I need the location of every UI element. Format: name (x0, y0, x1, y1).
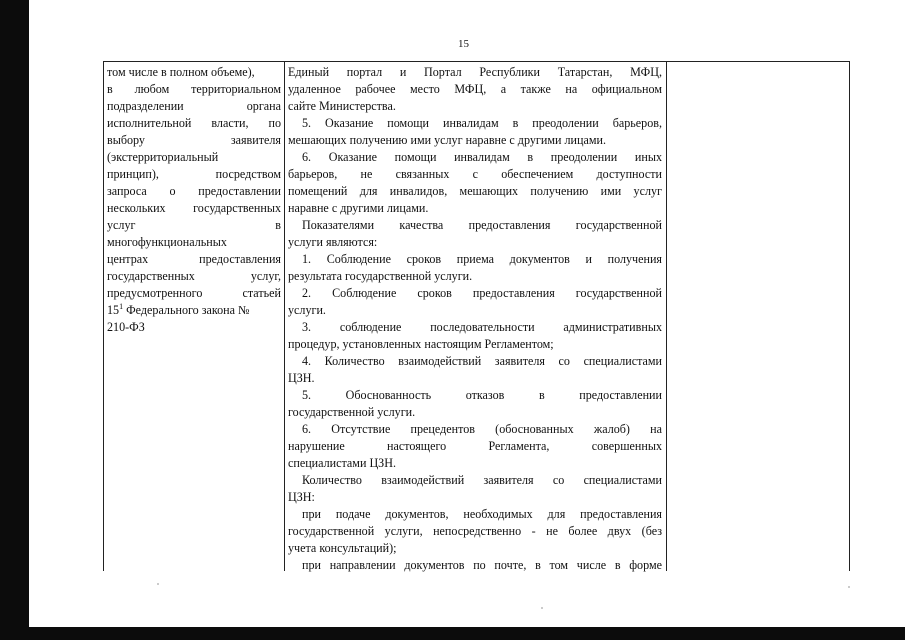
column1-line: том числе в полном объеме), (107, 65, 255, 79)
column2-line: ЦЗН: (288, 490, 315, 504)
column1-line: услуг в (107, 218, 281, 232)
column2-line: государственной услуги, непосредственно - не более двух (без (288, 524, 662, 538)
law-number: 210-ФЗ (107, 320, 145, 334)
column2-line: удаленное рабочее место МФЦ, а также на официальном (288, 82, 662, 96)
scan-border-bottom (0, 627, 905, 640)
table-column-2 (288, 64, 662, 574)
scan-speck (848, 586, 850, 588)
column2-line: наравне с другими лицами. (288, 201, 429, 215)
column2-line: 4. Количество взаимодействий заявителя со специалистами (302, 354, 662, 368)
column2-line: 6. Оказание помощи инвалидам в преодолении иных (302, 150, 662, 164)
column2-line: процедур, установленных настоящим Регламентом; (288, 337, 554, 351)
scan-speck (541, 607, 543, 609)
column2-line: 2. Соблюдение сроков предоставления государственной (302, 286, 662, 300)
column2-line: помещений для инвалидов, мешающих получению ими услуг (288, 184, 662, 198)
scan-speck (157, 583, 159, 585)
table-top-border (103, 61, 849, 62)
column2-line: 6. Отсутствие прецедентов (обоснованных жалоб) на (302, 422, 662, 436)
column2-line: услуги являются: (288, 235, 378, 249)
table-border-left (103, 61, 104, 571)
column2-line: 1. Соблюдение сроков приема документов и получения (302, 252, 662, 266)
column1-line: запроса о предоставлении (107, 184, 281, 198)
column2-line: нарушение настоящего Регламента, совершенных (288, 439, 662, 453)
column2-line: ЦЗН. (288, 371, 315, 385)
scan-border-left (0, 0, 29, 640)
column1-line: государственных услуг, (107, 269, 281, 283)
law-article: 15 (107, 303, 120, 317)
column2-line: Количество взаимодействий заявителя со специалистами (302, 473, 662, 487)
law-name: Федерального закона № (123, 303, 250, 317)
column1-line: выбору заявителя (107, 133, 281, 147)
column2-line: сайте Министерства. (288, 99, 396, 113)
column1-line: (экстерриториальный (107, 150, 219, 164)
column1-line: подразделении органа (107, 99, 281, 113)
column2-line: результата государственной услуги. (288, 269, 473, 283)
column2-line: 5. Оказание помощи инвалидам в преодолении барьеров, (302, 116, 662, 130)
column2-line: услуги. (288, 303, 326, 317)
column2-line: барьеров, не связанных с обеспечением доступности (288, 167, 662, 181)
column2-line: при направлении документов по почте, в том числе в форме (302, 558, 662, 572)
table-column-1 (107, 64, 281, 336)
column2-line: мешающих получению ими услуг наравне с другими лицами. (288, 133, 606, 147)
column1-line: исполнительной власти, по (107, 116, 281, 130)
table-border-right (849, 61, 850, 571)
column1-line: многофункциональных (107, 235, 227, 249)
column1-line: предусмотренного статьей (107, 286, 281, 300)
page-number: 15 (458, 38, 469, 50)
law-article-superscript: 1 (119, 302, 124, 311)
column2-line: Единый портал и Портал Республики Татарстан, МФЦ, (288, 65, 662, 79)
column2-line: 3. соблюдение последовательности административных (302, 320, 662, 334)
table-divider-2 (666, 61, 667, 571)
table-divider-1 (284, 61, 285, 571)
column1-line: в любом территориальном (107, 82, 281, 96)
column2-line: специалистами ЦЗН. (288, 456, 396, 470)
column1-line: центрах предоставления (107, 252, 281, 266)
column2-line: Показателями качества предоставления государственной (302, 218, 662, 232)
column1-line: нескольких государственных (107, 201, 281, 215)
column2-line: государственной услуги. (288, 405, 416, 419)
column2-line: 5. Обоснованность отказов в предоставлении (302, 388, 662, 402)
column2-line: учета консультаций); (288, 541, 397, 555)
law-reference (107, 302, 281, 319)
column2-line: при подаче документов, необходимых для предоставления (302, 507, 662, 521)
column1-line: принцип), посредством (107, 167, 281, 181)
